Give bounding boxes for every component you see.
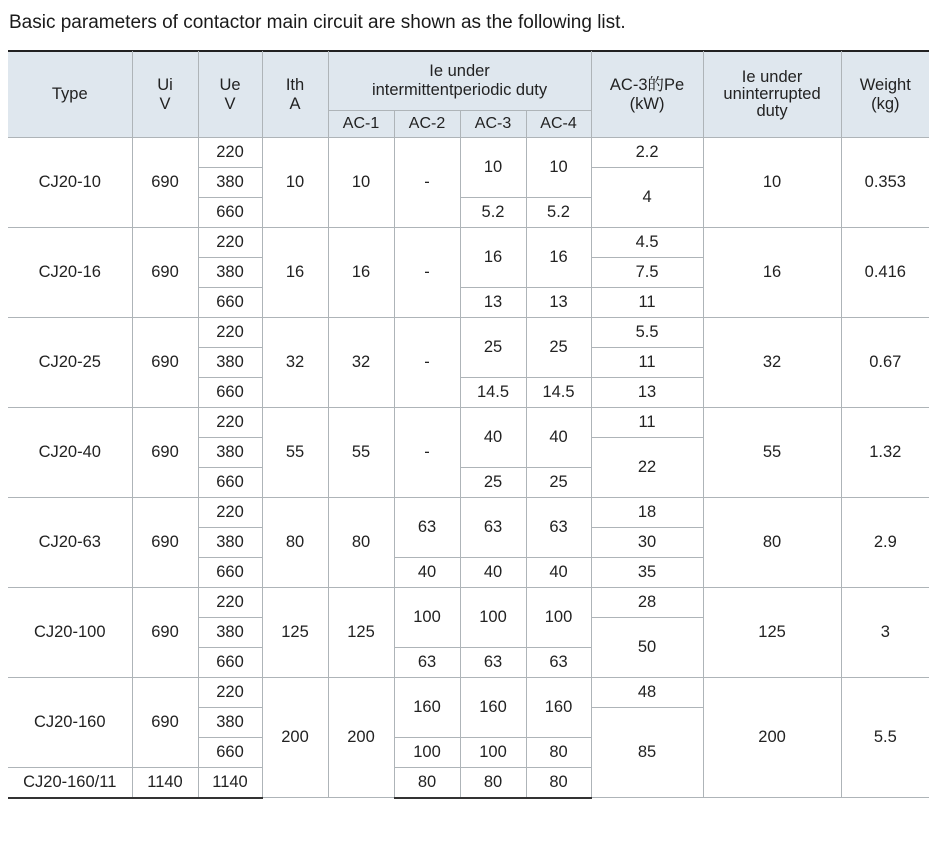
cell-ith: 16 xyxy=(262,228,328,318)
table-row xyxy=(8,408,929,438)
table-body xyxy=(8,138,929,798)
header-ui: Ui V xyxy=(132,51,198,138)
cell-ac4: 80 xyxy=(526,768,591,798)
cell-pe: 11 xyxy=(591,288,703,318)
cell-ac4: 63 xyxy=(526,498,591,558)
cell-ac3: 40 xyxy=(460,558,526,588)
cell-type: CJ20-40 xyxy=(8,408,132,498)
cell-ie: 55 xyxy=(703,408,841,498)
cell-ac4: 16 xyxy=(526,228,591,288)
cell-ac3: 160 xyxy=(460,678,526,738)
cell-pe: 11 xyxy=(591,408,703,438)
header-ac3-pe: AC-3的Pe (kW) xyxy=(591,51,703,138)
cell-ac3: 25 xyxy=(460,468,526,498)
cell-ac4: 63 xyxy=(526,648,591,678)
cell-pe: 4.5 xyxy=(591,228,703,258)
cell-pe: 28 xyxy=(591,588,703,618)
cell-ui: 690 xyxy=(132,678,198,768)
cell-ue: 1140 xyxy=(198,768,262,798)
cell-weight: 3 xyxy=(841,588,929,678)
cell-ac2: 40 xyxy=(394,558,460,588)
cell-ith: 10 xyxy=(262,138,328,228)
table-row xyxy=(8,678,929,708)
cell-ac4: 5.2 xyxy=(526,198,591,228)
cell-pe: 22 xyxy=(591,438,703,498)
cell-ac2: 63 xyxy=(394,648,460,678)
table-row xyxy=(8,318,929,348)
cell-ac4: 40 xyxy=(526,408,591,468)
cell-type: CJ20-100 xyxy=(8,588,132,678)
cell-pe: 4 xyxy=(591,168,703,228)
cell-pe: 48 xyxy=(591,678,703,708)
cell-ie: 16 xyxy=(703,228,841,318)
header-weight: Weight (kg) xyxy=(841,51,929,138)
header-type: Type xyxy=(8,51,132,138)
cell-pe: 5.5 xyxy=(591,318,703,348)
cell-ac3: 10 xyxy=(460,138,526,198)
cell-ac3: 80 xyxy=(460,768,526,798)
cell-ac1: 32 xyxy=(328,318,394,408)
cell-ac4: 160 xyxy=(526,678,591,738)
cell-ue: 220 xyxy=(198,228,262,258)
cell-ue: 660 xyxy=(198,648,262,678)
cell-type: CJ20-63 xyxy=(8,498,132,588)
cell-ue: 380 xyxy=(198,438,262,468)
cell-ith: 55 xyxy=(262,408,328,498)
cell-ue: 220 xyxy=(198,498,262,528)
cell-ue: 380 xyxy=(198,618,262,648)
cell-ith: 80 xyxy=(262,498,328,588)
cell-ac4: 10 xyxy=(526,138,591,198)
header-ie-uninterrupted: Ie under uninterrupted duty xyxy=(703,51,841,138)
cell-weight: 2.9 xyxy=(841,498,929,588)
cell-pe: 13 xyxy=(591,378,703,408)
cell-weight: 0.416 xyxy=(841,228,929,318)
cell-ue: 220 xyxy=(198,318,262,348)
cell-ue: 220 xyxy=(198,588,262,618)
cell-pe: 50 xyxy=(591,618,703,678)
cell-ui: 690 xyxy=(132,228,198,318)
cell-ue: 660 xyxy=(198,198,262,228)
cell-ue: 220 xyxy=(198,138,262,168)
cell-ac4: 14.5 xyxy=(526,378,591,408)
cell-type: CJ20-160 xyxy=(8,678,132,768)
cell-pe: 35 xyxy=(591,558,703,588)
cell-ue: 220 xyxy=(198,408,262,438)
cell-ue: 380 xyxy=(198,258,262,288)
cell-pe: 11 xyxy=(591,348,703,378)
header-ac1: AC-1 xyxy=(328,111,394,138)
cell-weight: 5.5 xyxy=(841,678,929,798)
cell-ie: 125 xyxy=(703,588,841,678)
cell-ac4: 100 xyxy=(526,588,591,648)
cell-ac2: 160 xyxy=(394,678,460,738)
cell-pe: 7.5 xyxy=(591,258,703,288)
cell-ac4: 13 xyxy=(526,288,591,318)
cell-ac1: 16 xyxy=(328,228,394,318)
cell-ac3: 63 xyxy=(460,648,526,678)
cell-ue: 660 xyxy=(198,558,262,588)
cell-ac3: 5.2 xyxy=(460,198,526,228)
cell-ac2: - xyxy=(394,228,460,318)
cell-ue: 380 xyxy=(198,168,262,198)
cell-ac2: 63 xyxy=(394,498,460,558)
cell-pe: 85 xyxy=(591,708,703,798)
cell-ue: 220 xyxy=(198,678,262,708)
cell-ac4: 25 xyxy=(526,318,591,378)
cell-ith: 200 xyxy=(262,678,328,798)
cell-ith: 125 xyxy=(262,588,328,678)
cell-ac2: 80 xyxy=(394,768,460,798)
cell-ac1: 125 xyxy=(328,588,394,678)
cell-type: CJ20-25 xyxy=(8,318,132,408)
cell-pe: 2.2 xyxy=(591,138,703,168)
cell-ac4: 80 xyxy=(526,738,591,768)
table-row xyxy=(8,228,929,258)
cell-ac3: 100 xyxy=(460,588,526,648)
cell-ac3: 63 xyxy=(460,498,526,558)
cell-type: CJ20-16 xyxy=(8,228,132,318)
header-ac3: AC-3 xyxy=(460,111,526,138)
cell-ue: 380 xyxy=(198,528,262,558)
cell-ac3: 16 xyxy=(460,228,526,288)
cell-ue: 660 xyxy=(198,378,262,408)
cell-pe: 18 xyxy=(591,498,703,528)
cell-ith: 32 xyxy=(262,318,328,408)
cell-ac2: 100 xyxy=(394,588,460,648)
header-ie-intermittent: Ie under intermittentperiodic duty xyxy=(328,51,591,111)
cell-ac4: 25 xyxy=(526,468,591,498)
cell-type: CJ20-10 xyxy=(8,138,132,228)
cell-ac3: 13 xyxy=(460,288,526,318)
cell-ie: 80 xyxy=(703,498,841,588)
cell-ac2: - xyxy=(394,318,460,408)
cell-ie: 10 xyxy=(703,138,841,228)
cell-ue: 380 xyxy=(198,708,262,738)
cell-weight: 0.353 xyxy=(841,138,929,228)
cell-ac2: 100 xyxy=(394,738,460,768)
cell-ue: 660 xyxy=(198,738,262,768)
cell-ac2: - xyxy=(394,138,460,228)
header-ac2: AC-2 xyxy=(394,111,460,138)
cell-ui: 690 xyxy=(132,138,198,228)
cell-ac1: 10 xyxy=(328,138,394,228)
cell-ie: 32 xyxy=(703,318,841,408)
cell-type: CJ20-160/11 xyxy=(8,768,132,798)
cell-ac1: 80 xyxy=(328,498,394,588)
cell-ac1: 55 xyxy=(328,408,394,498)
intro-text: Basic parameters of contactor main circuit are shown as the following list. xyxy=(9,12,626,33)
cell-ie: 200 xyxy=(703,678,841,798)
cell-ui: 690 xyxy=(132,498,198,588)
cell-ac2: - xyxy=(394,408,460,498)
table-row xyxy=(8,138,929,168)
cell-ac1: 200 xyxy=(328,678,394,798)
cell-ue: 660 xyxy=(198,468,262,498)
table-row xyxy=(8,588,929,618)
cell-ui: 690 xyxy=(132,408,198,498)
cell-pe: 30 xyxy=(591,528,703,558)
cell-ue: 660 xyxy=(198,288,262,318)
cell-ac3: 14.5 xyxy=(460,378,526,408)
cell-ui: 1140 xyxy=(132,768,198,798)
cell-ui: 690 xyxy=(132,588,198,678)
header-ac4: AC-4 xyxy=(526,111,591,138)
cell-ac3: 25 xyxy=(460,318,526,378)
table-row xyxy=(8,498,929,528)
contactor-parameter-table xyxy=(8,50,929,799)
cell-ac3: 40 xyxy=(460,408,526,468)
cell-ui: 690 xyxy=(132,318,198,408)
cell-weight: 1.32 xyxy=(841,408,929,498)
header-ue: Ue V xyxy=(198,51,262,138)
cell-ue: 380 xyxy=(198,348,262,378)
header-ith: Ith A xyxy=(262,51,328,138)
cell-ac3: 100 xyxy=(460,738,526,768)
cell-ac4: 40 xyxy=(526,558,591,588)
cell-weight: 0.67 xyxy=(841,318,929,408)
table-header xyxy=(8,51,929,138)
